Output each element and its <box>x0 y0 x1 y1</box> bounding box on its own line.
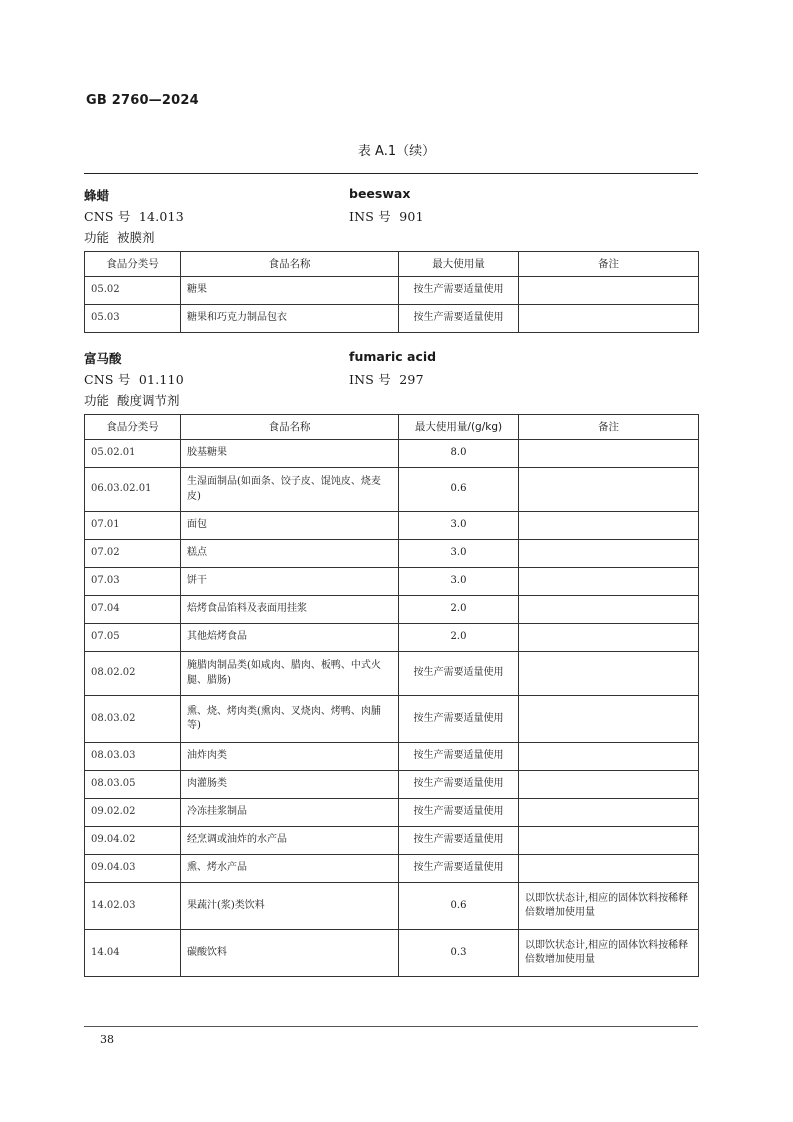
column-header-dose: 最大使用量 <box>399 252 519 277</box>
cns-label: CNS 号 <box>84 209 131 224</box>
cell-food-name: 油炸肉类 <box>181 743 399 771</box>
function-value: 酸度调节剂 <box>116 393 180 408</box>
cell-max-dose: 按生产需要适量使用 <box>399 305 519 333</box>
function <box>84 228 154 246</box>
cell-max-dose: 3.0 <box>399 568 519 596</box>
cell-remark <box>519 652 699 696</box>
additive-name-cn: 蜂蜡 <box>84 188 110 203</box>
cell-category-code: 14.02.03 <box>85 883 181 930</box>
cns-value: 01.110 <box>138 372 184 387</box>
cell-remark <box>519 596 699 624</box>
cell-max-dose: 2.0 <box>399 596 519 624</box>
cell-max-dose: 0.6 <box>399 883 519 930</box>
cell-food-name: 糕点 <box>181 540 399 568</box>
additive-name-en: beeswax <box>349 186 411 201</box>
table-row <box>85 596 699 624</box>
page-number: 38 <box>100 1033 114 1046</box>
cell-category-code: 08.03.02 <box>85 696 181 743</box>
column-header-note: 备注 <box>519 415 699 440</box>
cell-category-code: 14.04 <box>85 930 181 977</box>
top-rule <box>84 173 698 174</box>
standard-code: GB 2760—2024 <box>86 93 199 108</box>
function-label: 功能 <box>84 230 110 245</box>
cell-remark <box>519 771 699 799</box>
code-row <box>84 207 698 228</box>
cell-remark <box>519 512 699 540</box>
cns-number <box>84 370 184 388</box>
cell-max-dose: 2.0 <box>399 624 519 652</box>
additive-name-en: fumaric acid <box>349 349 437 364</box>
cell-max-dose: 3.0 <box>399 512 519 540</box>
table-row <box>85 799 699 827</box>
table-row <box>85 652 699 696</box>
table-row <box>85 440 699 468</box>
cell-food-name: 面包 <box>181 512 399 540</box>
cns-number <box>84 207 184 225</box>
function-label: 功能 <box>84 393 110 408</box>
cell-category-code: 07.01 <box>85 512 181 540</box>
function-value: 被膜剂 <box>116 230 155 245</box>
cns-label: CNS 号 <box>84 372 131 387</box>
cell-remark <box>519 568 699 596</box>
usage-table <box>84 251 699 333</box>
cell-remark <box>519 277 699 305</box>
cell-max-dose: 8.0 <box>399 440 519 468</box>
cell-remark: 以即饮状态计,相应的固体饮料按稀释倍数增加使用量 <box>519 883 699 930</box>
cell-food-name: 焙烤食品馅料及表面用挂浆 <box>181 596 399 624</box>
table-row <box>85 277 699 305</box>
table-row <box>85 696 699 743</box>
column-header-code: 食品分类号 <box>85 252 181 277</box>
cell-max-dose: 按生产需要适量使用 <box>399 855 519 883</box>
cell-max-dose: 按生产需要适量使用 <box>399 799 519 827</box>
cell-category-code: 07.04 <box>85 596 181 624</box>
function <box>84 391 179 409</box>
column-header-dose: 最大使用量/(g/kg) <box>399 415 519 440</box>
name-row <box>84 186 698 207</box>
table-row <box>85 827 699 855</box>
cell-max-dose: 按生产需要适量使用 <box>399 827 519 855</box>
table-header-row <box>85 415 699 440</box>
table-row <box>85 624 699 652</box>
cell-max-dose: 按生产需要适量使用 <box>399 696 519 743</box>
cell-food-name: 生湿面制品(如面条、饺子皮、馄饨皮、烧麦皮) <box>181 468 399 512</box>
table-row <box>85 512 699 540</box>
cell-max-dose: 3.0 <box>399 540 519 568</box>
cell-category-code: 08.03.05 <box>85 771 181 799</box>
additive-name-cn: 富马酸 <box>84 351 122 366</box>
name-row <box>84 349 698 370</box>
cell-remark <box>519 827 699 855</box>
table-row <box>85 540 699 568</box>
cell-food-name: 胶基糖果 <box>181 440 399 468</box>
cell-max-dose: 按生产需要适量使用 <box>399 277 519 305</box>
column-header-note: 备注 <box>519 252 699 277</box>
cell-food-name: 其他焙烤食品 <box>181 624 399 652</box>
usage-table <box>84 414 699 977</box>
cell-category-code: 07.02 <box>85 540 181 568</box>
cell-remark <box>519 305 699 333</box>
table-row <box>85 855 699 883</box>
cell-category-code: 05.02.01 <box>85 440 181 468</box>
ins-value: 901 <box>399 209 424 224</box>
cell-max-dose: 按生产需要适量使用 <box>399 771 519 799</box>
ins-label: INS 号 <box>349 372 391 387</box>
column-header-food: 食品名称 <box>181 252 399 277</box>
cell-food-name: 果蔬汁(浆)类饮料 <box>181 883 399 930</box>
table-row <box>85 771 699 799</box>
cell-max-dose: 0.6 <box>399 468 519 512</box>
cell-category-code: 05.02 <box>85 277 181 305</box>
cell-food-name: 腌腊肉制品类(如咸肉、腊肉、板鸭、中式火腿、腊肠) <box>181 652 399 696</box>
cell-category-code: 08.02.02 <box>85 652 181 696</box>
cell-category-code: 08.03.03 <box>85 743 181 771</box>
cell-remark <box>519 799 699 827</box>
cell-max-dose: 0.3 <box>399 930 519 977</box>
cell-remark <box>519 696 699 743</box>
ins-value: 297 <box>399 372 424 387</box>
cell-food-name: 经烹调或油炸的水产品 <box>181 827 399 855</box>
cell-remark: 以即饮状态计,相应的固体饮料按稀释倍数增加使用量 <box>519 930 699 977</box>
table-row <box>85 883 699 930</box>
cell-category-code: 09.04.02 <box>85 827 181 855</box>
table-header-row <box>85 252 699 277</box>
ins-label: INS 号 <box>349 209 391 224</box>
cell-food-name: 熏、烤水产品 <box>181 855 399 883</box>
cell-max-dose: 按生产需要适量使用 <box>399 652 519 696</box>
cell-remark <box>519 540 699 568</box>
cell-food-name: 糖果 <box>181 277 399 305</box>
ins-number <box>349 207 424 225</box>
cell-max-dose: 按生产需要适量使用 <box>399 743 519 771</box>
additive-section-fumaric-acid <box>84 349 698 977</box>
cell-food-name: 冷冻挂浆制品 <box>181 799 399 827</box>
table-row <box>85 468 699 512</box>
additive-section-beeswax <box>84 186 698 333</box>
cell-food-name: 肉灌肠类 <box>181 771 399 799</box>
table-row <box>85 305 699 333</box>
column-header-food: 食品名称 <box>181 415 399 440</box>
footer-rule <box>84 1026 698 1027</box>
cell-category-code: 09.04.03 <box>85 855 181 883</box>
cell-food-name: 饼干 <box>181 568 399 596</box>
cell-remark <box>519 743 699 771</box>
cns-value: 14.013 <box>138 209 184 224</box>
cell-food-name: 碳酸饮料 <box>181 930 399 977</box>
cell-food-name: 糖果和巧克力制品包衣 <box>181 305 399 333</box>
ins-number <box>349 370 424 388</box>
function-row <box>84 228 698 249</box>
cell-category-code: 06.03.02.01 <box>85 468 181 512</box>
cell-food-name: 熏、烧、烤肉类(熏肉、叉烧肉、烤鸭、肉脯等) <box>181 696 399 743</box>
table-row <box>85 743 699 771</box>
table-row <box>85 568 699 596</box>
cell-remark <box>519 855 699 883</box>
cell-remark <box>519 440 699 468</box>
table-row <box>85 930 699 977</box>
cell-remark <box>519 468 699 512</box>
cell-remark <box>519 624 699 652</box>
code-row <box>84 370 698 391</box>
cell-category-code: 09.02.02 <box>85 799 181 827</box>
cell-category-code: 05.03 <box>85 305 181 333</box>
cell-category-code: 07.03 <box>85 568 181 596</box>
function-row <box>84 391 698 412</box>
column-header-code: 食品分类号 <box>85 415 181 440</box>
cell-category-code: 07.05 <box>85 624 181 652</box>
table-caption: 表 A.1（续） <box>357 144 436 159</box>
